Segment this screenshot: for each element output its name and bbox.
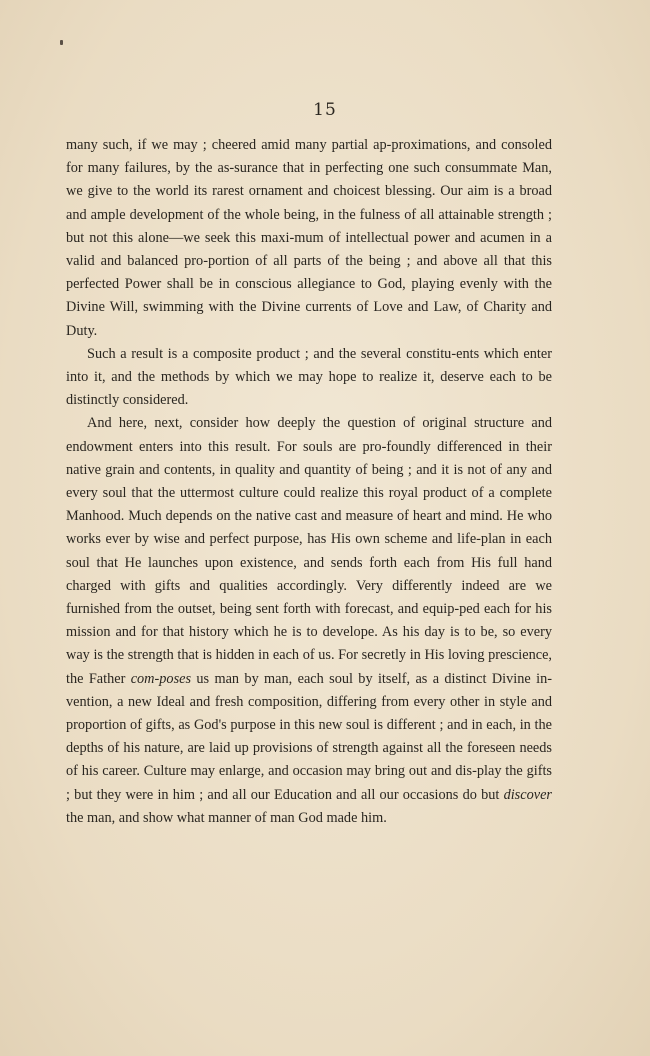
paragraph [66,134,552,343]
page-number: 15 [313,100,337,120]
paragraph [66,343,552,413]
text-segment: many such, if we may ; cheered amid many partial ap-proximations, and consoled for many failures, by the as-surance that in perfecting one such consummate Man, we give to the world its rarest ornament and choicest blessing. Our aim is a broad and ample development of the whole being, in the fulness of all attainable strength ; but not this alone—we seek this maxi-mum of intellectual power and acumen in a valid and balanced pro-portion of all parts of the being ; and above all that this perfected Power shall be in conscious allegiance to God, playing evenly with the Divine Will, swimming with the Divine currents of Love and Law, of Charity and Duty. [66,137,552,339]
text-segment: Such a result is a composite product ; and the several constitu-ents which enter into it, and the methods by which we may hope to realize it, deserve each to be distinctly considered. [66,345,552,409]
paragraph [66,412,552,830]
text-segment: And here, next, consider how deeply the question of original structure and endowment enters into this result. For souls are pro-foundly differenced in their native grain and contents, in quality and quantity of being ; and it is not of any and every soul that the uttermost culture could realize this royal product of a complete Manhood. Much depends on the native cast and measure of heart and mind. He who works ever by wise and perfect purpose, has His own scheme and life-plan in each soul that He launches upon existence, and sends forth each from His full hand charged with gifts and qualities accordingly. Very differently indeed are we furnished from the outset, being sent forth with forecast, and equip-ped each for his mission and for that history which he is to develope. As his day is to be, so every way is the strength that is hidden in each of us. For secretly in His loving prescience, the Father [66,415,552,687]
italic-text: com-poses [130,670,192,687]
body-text [66,134,552,830]
italic-text: discover [503,786,552,803]
text-segment: the man, and show what manner of man God made him. [66,809,387,826]
text-segment: us man by man, each soul by itself, as a distinct Divine in-vention, a new Ideal and fresh composition, differing from every other in style and proportion of gifts, as God's purpose in this new soul is different ; and in each, in the depths of his nature, are laid up provisions of strength against all the foreseen needs of his career. Culture may enlarge, and occasion may bring out and dis-play the gifts ; but they were in him ; and all our Education and all our occasions do but [66,670,552,803]
ink-speck [60,40,63,45]
